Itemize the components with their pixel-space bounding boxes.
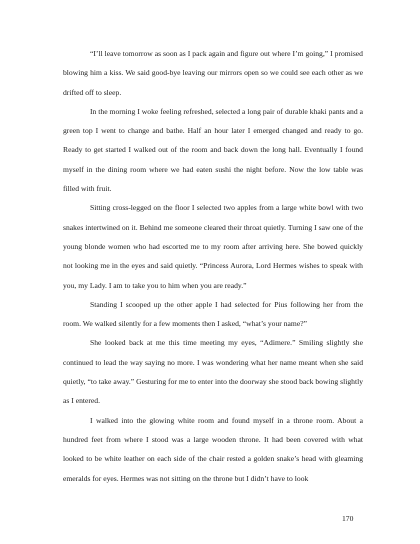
paragraph-3: Sitting cross-legged on the floor I selected two apples from a large white bowl with two snakes intertwined on it. Behind me someone cleared their throat quietly. Turning I saw one of the young blonde women who had escorted me to my room after arriving here. She bowed quickly not looking me in the eyes and said quietly. “Princess Aurora, Lord Hermes wishes to speak with you, my Lady. I am to take you to him when you are ready.” [63,203,363,290]
paragraph-5: She looked back at me this time meeting my eyes, “Adimere.” Smiling slightly she continued to lead the way saying no more. I was wondering what her name meant when she said quietly, “to take away.” Gesturing for me to enter into the doorway she stood back bowing slightly as I entered. [63,338,363,406]
page-number: 170 [342,514,354,523]
paragraph-2: In the morning I woke feeling refreshed, selected a long pair of durable khaki pants and a green top I went to change and bathe. Half an hour later I emerged changed and ready to go. Ready to get started I walked out of the room and back down the long hall. Eventually I found myself in the dining room where we had eaten sushi the night before. Now the low table was filled with fruit. [63,106,363,194]
body-text [63,44,363,488]
paragraph-1: “I’ll leave tomorrow as soon as I pack again and figure out where I’m going,” I promised blowing him a kiss. We said good-bye leaving our mirrors open so we could see each other as we drifted off to sleep. [63,49,363,97]
paragraph-4: Standing I scooped up the other apple I had selected for Pius following her from the room. We walked silently for a few moments then I asked, “what’s your name?” [63,299,363,329]
paragraph-6: I walked into the glowing white room and found myself in a throne room. About a hundred feet from where I stood was a large wooden throne. It had been covered with what looked to be white leather on each side of the chair rested a golden snake’s head with gleaming emeralds for eyes. Hermes was not sitting on the throne but I didn’t have to look [63,415,363,483]
